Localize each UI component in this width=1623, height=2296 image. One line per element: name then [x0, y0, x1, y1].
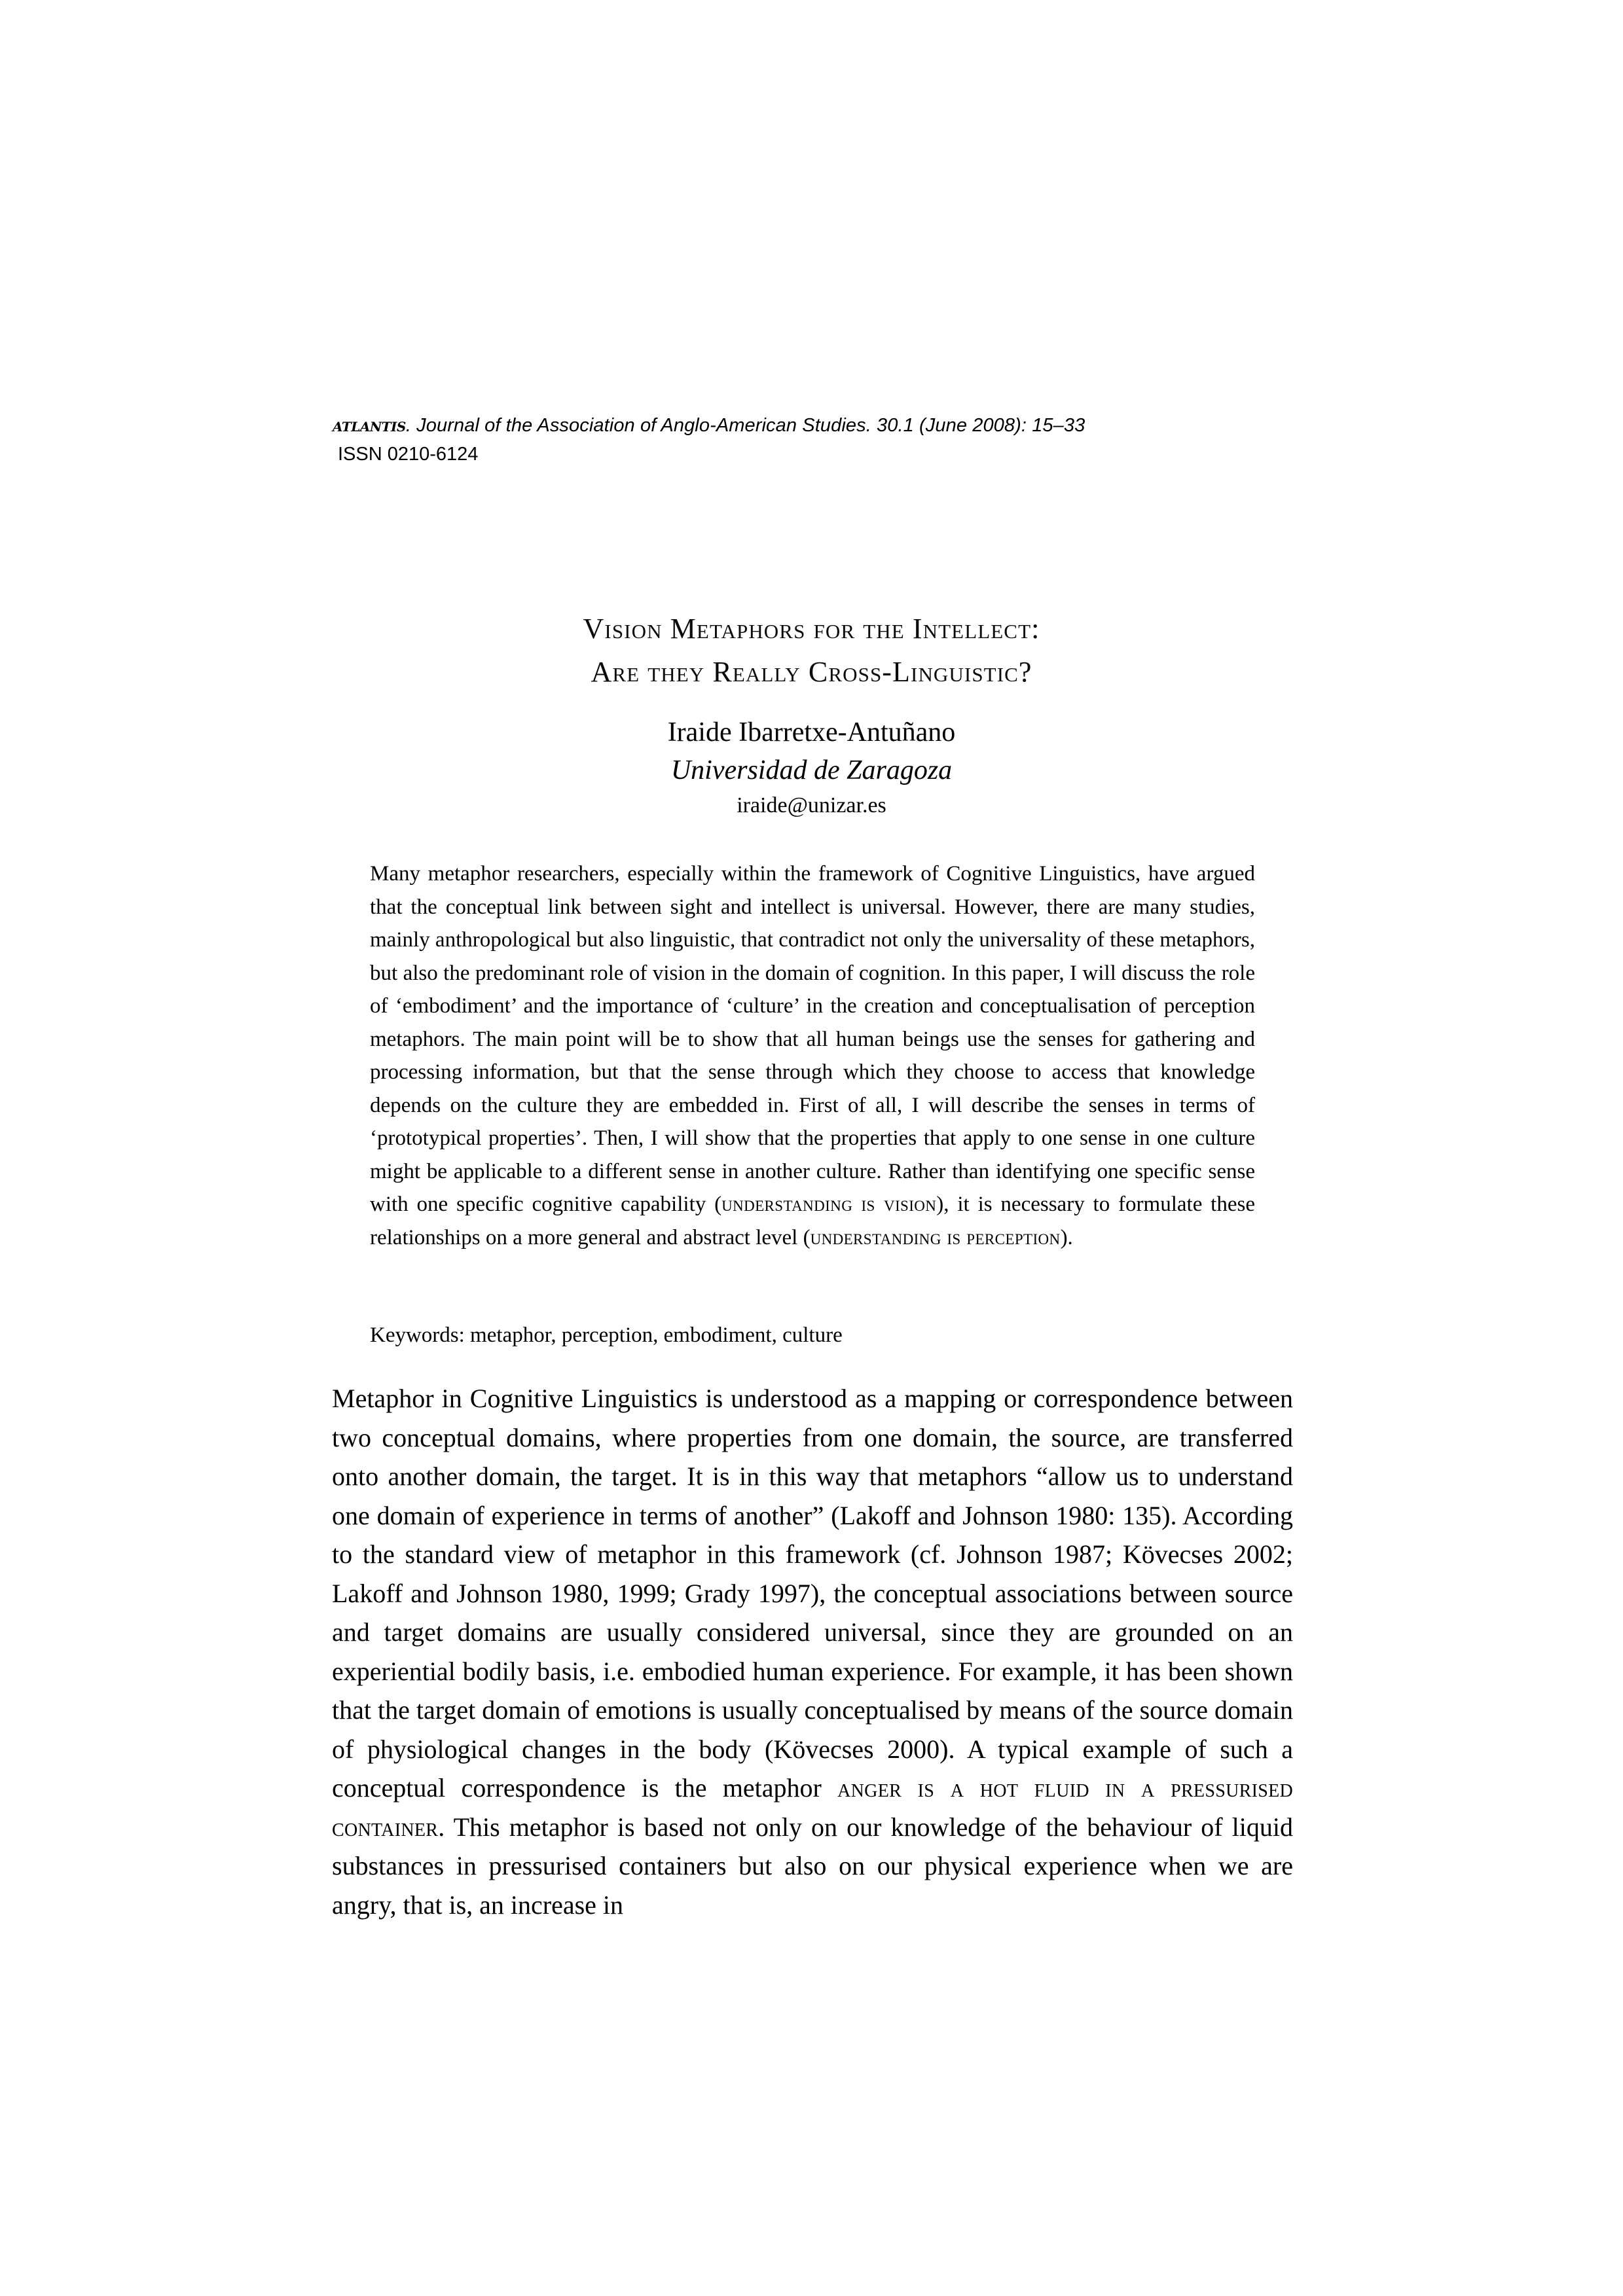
- abstract-text-part-2: ), it is necessary to formulate these relationships on a more general and abstract level (: [370, 1193, 1255, 1249]
- journal-citation: . Journal of the Association of Anglo-American Studies. 30.1 (June 2008): 15–33: [405, 415, 1085, 436]
- body-paragraph: [332, 1379, 1293, 1924]
- article-title: [0, 607, 1623, 694]
- issn-line: ISSN 0210-6124: [338, 444, 479, 465]
- keywords-line: Keywords: metaphor, perception, embodiment, culture: [370, 1323, 843, 1347]
- body-text-part-1: Metaphor in Cognitive Linguistics is understood as a mapping or correspondence between two conceptual domains, where properties from one domain, the source, are transferred onto another domain, the target. It is in this way that metaphors “allow us to understand one domain of experience in terms of another” (Lakoff and Johnson 1980: 135). According to the standard view of metaphor in this framework (cf. Johnson 1987; Kövecses 2002; Lakoff and Johnson 1980, 1999; Grady 1997), the conceptual associations between source and target domains are usually considered universal, since they are grounded on an experiential bodily basis, i.e. embodied human experience. For example, it has been shown that the target domain of emotions is usually conceptualised by means of the source domain of physiological changes in the body (Kövecses 2000). A typical example of such a conceptual correspondence is the metaphor: [332, 1384, 1293, 1803]
- author-name: Iraide Ibarretxe-Antuñano: [667, 717, 956, 747]
- abstract-text-part-1: Many metaphor researchers, especially within the framework of Cognitive Linguistics, have argued that the conceptual link between sight and intellect is universal. However, there are many studies, mainly anthropological but also linguistic, that contradict not only the universality of these metaphors, but also the predominant role of vision in the domain of cognition. In this paper, I will discuss the role of ‘embodiment’ and the importance of ‘culture’ in the creation and conceptualisation of perception metaphors. The main point will be to show that all human beings use the senses for gathering and processing information, but that the sense through which they choose to access that knowledge depends on the culture they are embedded in. First of all, I will describe the senses in terms of ‘prototypical properties’. Then, I will show that the properties that apply to one sense in one culture might be applicable to a different sense in another culture. Rather than identifying one specific sense with one specific cognitive capability (: [370, 862, 1255, 1216]
- author-block: [0, 713, 1623, 822]
- abstract-text-part-3: ).: [1060, 1225, 1073, 1249]
- abstract-smallcaps-understanding-is-vision: understanding is vision: [721, 1193, 937, 1216]
- journal-header-line: [333, 411, 1380, 440]
- journal-logo: atlantis: [333, 414, 406, 436]
- author-email: iraide@unizar.es: [737, 793, 886, 817]
- body-smallcaps-anger-is-a-hot-fluid: anger is a hot fluid in a pressurised container: [332, 1773, 1293, 1842]
- title-line-1: Vision Metaphors for the Intellect:: [583, 613, 1040, 645]
- abstract-paragraph: [370, 857, 1255, 1254]
- title-line-2: Are they Really Cross-Linguistic?: [591, 656, 1032, 688]
- body-text-part-2: . This metaphor is based not only on our knowledge of the behaviour of liquid substances in pressurised containers but also on our physical experience when we are angry, that is, an increase in: [332, 1812, 1293, 1920]
- author-affiliation: Universidad de Zaragoza: [670, 755, 953, 785]
- abstract-smallcaps-understanding-is-perception: understanding is perception: [810, 1225, 1061, 1249]
